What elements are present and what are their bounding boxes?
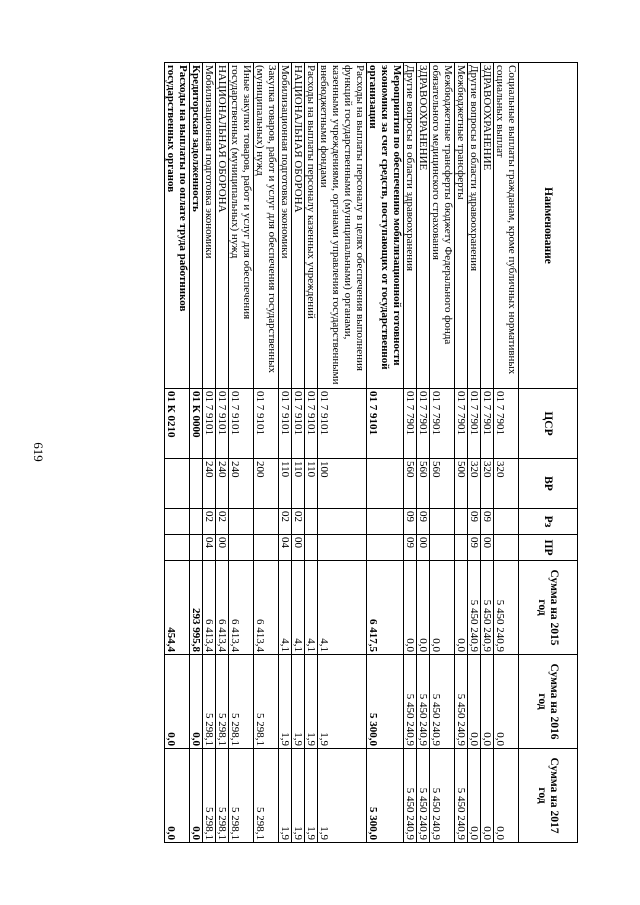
- cell-s2015: 6 413,4: [254, 561, 279, 655]
- cell-vr: 200: [254, 459, 279, 509]
- cell-rz: [190, 509, 203, 535]
- cell-s2017: 0,0: [494, 749, 519, 843]
- cell-s2017: 1,9: [279, 749, 292, 843]
- cell-s2017: 5 300,0: [367, 749, 404, 843]
- cell-s2017: 1,9: [292, 749, 305, 843]
- cell-s2017: 5 298,1: [229, 749, 254, 843]
- table-row: [292, 63, 305, 843]
- cell-s2017: 0,0: [190, 749, 203, 843]
- cell-s2015: 0,0: [417, 561, 430, 655]
- cell-s2015: 454,4: [165, 561, 190, 655]
- cell-name: Другие вопросы в области здравоохранения: [468, 63, 481, 389]
- cell-name: Иные закупки товаров, работ и услуг для обеспечения государственных (муниципальных) нужд: [229, 63, 254, 389]
- table-header-row: [519, 63, 578, 843]
- cell-name: Расходы на выплаты персоналу казенных учреждений: [305, 63, 318, 389]
- cell-s2016: 5 450 240,9: [404, 655, 417, 749]
- cell-name: Межбюджетные трансферты: [455, 63, 468, 389]
- cell-s2015: 6 413,4: [229, 561, 254, 655]
- cell-s2016: 0,0: [481, 655, 494, 749]
- cell-s2016: 5 298,1: [254, 655, 279, 749]
- budget-table: [164, 62, 578, 843]
- cell-name: Расходы на выплаты по оплате труда работников государственных органов: [165, 63, 190, 389]
- cell-s2015: 6 413,4: [203, 561, 216, 655]
- cell-csr: 01 7 7901: [468, 389, 481, 459]
- cell-vr: 110: [292, 459, 305, 509]
- cell-s2016: 5 450 240,9: [455, 655, 468, 749]
- cell-s2015: 4,1: [305, 561, 318, 655]
- cell-vr: 320: [468, 459, 481, 509]
- cell-pr: 00: [216, 535, 229, 561]
- cell-vr: 320: [494, 459, 519, 509]
- cell-s2016: 5 298,1: [229, 655, 254, 749]
- cell-csr: 01 7 7901: [404, 389, 417, 459]
- header-name: Наименование: [519, 63, 578, 389]
- cell-vr: [190, 459, 203, 509]
- cell-s2015: 0,0: [430, 561, 455, 655]
- table-row: [367, 63, 404, 843]
- cell-name: ЗДРАВООХРАНЕНИЕ: [481, 63, 494, 389]
- table-row: [229, 63, 254, 843]
- cell-s2015: 0,0: [455, 561, 468, 655]
- cell-name: Другие вопросы в области здравоохранения: [404, 63, 417, 389]
- cell-s2016: 5 450 240,9: [417, 655, 430, 749]
- cell-rz: [165, 509, 190, 535]
- table-row: [404, 63, 417, 843]
- cell-csr: 01 7 7901: [430, 389, 455, 459]
- cell-pr: [455, 535, 468, 561]
- cell-name: Кредиторская задолженность: [190, 63, 203, 389]
- cell-rz: 09: [404, 509, 417, 535]
- cell-s2016: 1,9: [279, 655, 292, 749]
- cell-name: Мобилизационная подготовка экономики: [203, 63, 216, 389]
- cell-vr: 240: [229, 459, 254, 509]
- table-row: [318, 63, 367, 843]
- table-row: [165, 63, 190, 843]
- cell-pr: [229, 535, 254, 561]
- cell-s2017: 0,0: [481, 749, 494, 843]
- cell-name: НАЦИОНАЛЬНАЯ ОБОРОНА: [216, 63, 229, 389]
- cell-name: Расходы на выплаты персоналу в целях обеспечения выполнения функций государственными (муниципальными) органами, казенными учреждениями, органами управления государственными внебюджетными фондами: [318, 63, 367, 389]
- cell-pr: [254, 535, 279, 561]
- header-rz: Рз: [519, 509, 578, 535]
- cell-s2017: 1,9: [318, 749, 367, 843]
- cell-s2015: 4,1: [292, 561, 305, 655]
- table-row: [417, 63, 430, 843]
- cell-name: Закупка товаров, работ и услуг для обеспечения государственных (муниципальных) нужд: [254, 63, 279, 389]
- cell-s2015: 6 413,4: [216, 561, 229, 655]
- cell-csr: 01 7 9101: [216, 389, 229, 459]
- cell-s2015: 0,0: [404, 561, 417, 655]
- page-number: 619: [31, 442, 46, 462]
- cell-s2015: 4,1: [279, 561, 292, 655]
- cell-name: Межбюджетные трансферты бюджету Федерального фонда обязательного медицинского страхования: [430, 63, 455, 389]
- cell-vr: 560: [430, 459, 455, 509]
- cell-rz: 02: [216, 509, 229, 535]
- header-vr: ВР: [519, 459, 578, 509]
- cell-pr: [318, 535, 367, 561]
- cell-s2016: 1,9: [318, 655, 367, 749]
- cell-csr: 01 К 0210: [165, 389, 190, 459]
- cell-s2015: 5 450 240,9: [481, 561, 494, 655]
- table-row: [455, 63, 468, 843]
- table-row: [468, 63, 481, 843]
- cell-rz: [318, 509, 367, 535]
- cell-csr: 01 7 9101: [292, 389, 305, 459]
- table-row: [216, 63, 229, 843]
- cell-name: Мобилизационная подготовка экономики: [279, 63, 292, 389]
- cell-rz: [305, 509, 318, 535]
- cell-rz: [254, 509, 279, 535]
- cell-csr: 01 7 9101: [367, 389, 404, 459]
- table-row: [279, 63, 292, 843]
- cell-csr: 01 7 7901: [417, 389, 430, 459]
- cell-s2017: 5 298,1: [203, 749, 216, 843]
- cell-rz: 09: [417, 509, 430, 535]
- cell-s2016: 5 298,1: [216, 655, 229, 749]
- cell-s2016: 0,0: [190, 655, 203, 749]
- cell-s2016: 0,0: [165, 655, 190, 749]
- cell-rz: [455, 509, 468, 535]
- cell-s2017: 5 298,1: [216, 749, 229, 843]
- cell-s2016: 5 298,1: [203, 655, 216, 749]
- cell-pr: [305, 535, 318, 561]
- cell-rz: 02: [203, 509, 216, 535]
- cell-s2017: 5 450 240,9: [404, 749, 417, 843]
- cell-vr: 100: [318, 459, 367, 509]
- cell-s2017: 1,9: [305, 749, 318, 843]
- cell-csr: 01 7 7901: [455, 389, 468, 459]
- cell-rz: 02: [292, 509, 305, 535]
- cell-name: Мероприятия по обеспечению мобилизационной готовности экономики за счет средств, поступающих от государственной организации: [367, 63, 404, 389]
- cell-vr: 500: [455, 459, 468, 509]
- header-sum-2016: Сумма на 2016 год: [519, 655, 578, 749]
- table-row: [254, 63, 279, 843]
- cell-pr: 00: [292, 535, 305, 561]
- table-row: [203, 63, 216, 843]
- cell-pr: [165, 535, 190, 561]
- cell-pr: 04: [203, 535, 216, 561]
- cell-name: Социальные выплаты гражданам, кроме публичных нормативных социальных выплат: [494, 63, 519, 389]
- cell-s2016: 5 300,0: [367, 655, 404, 749]
- cell-pr: 00: [481, 535, 494, 561]
- cell-s2015: 6 417,5: [367, 561, 404, 655]
- cell-csr: 01 7 9101: [254, 389, 279, 459]
- cell-csr: 01 7 7901: [494, 389, 519, 459]
- cell-csr: 01 7 7901: [481, 389, 494, 459]
- cell-rz: 02: [279, 509, 292, 535]
- header-sum-2015: Сумма на 2015 год: [519, 561, 578, 655]
- cell-s2017: 5 450 240,9: [455, 749, 468, 843]
- cell-s2016: 1,9: [305, 655, 318, 749]
- budget-table-rotated: [81, 62, 578, 842]
- table-row: [190, 63, 203, 843]
- table-row: [305, 63, 318, 843]
- cell-vr: 320: [481, 459, 494, 509]
- table-row: [430, 63, 455, 843]
- cell-s2017: 0,0: [165, 749, 190, 843]
- cell-csr: 01 К 0000: [190, 389, 203, 459]
- cell-pr: 09: [468, 535, 481, 561]
- cell-pr: [367, 535, 404, 561]
- cell-csr: 01 7 9101: [318, 389, 367, 459]
- cell-pr: 04: [279, 535, 292, 561]
- cell-pr: [494, 535, 519, 561]
- table-row: [494, 63, 519, 843]
- cell-csr: 01 7 9101: [203, 389, 216, 459]
- cell-s2015: 5 450 240,9: [468, 561, 481, 655]
- cell-name: НАЦИОНАЛЬНАЯ ОБОРОНА: [292, 63, 305, 389]
- cell-s2017: 5 298,1: [254, 749, 279, 843]
- cell-csr: 01 7 9101: [279, 389, 292, 459]
- cell-vr: 240: [203, 459, 216, 509]
- cell-vr: 560: [417, 459, 430, 509]
- header-csr: ЦСР: [519, 389, 578, 459]
- cell-s2016: 5 450 240,9: [430, 655, 455, 749]
- cell-rz: 09: [481, 509, 494, 535]
- cell-s2016: 1,9: [292, 655, 305, 749]
- cell-rz: [229, 509, 254, 535]
- cell-rz: 09: [468, 509, 481, 535]
- cell-vr: 110: [305, 459, 318, 509]
- cell-vr: [367, 459, 404, 509]
- cell-pr: [190, 535, 203, 561]
- header-pr: ПР: [519, 535, 578, 561]
- cell-pr: 09: [404, 535, 417, 561]
- cell-vr: 110: [279, 459, 292, 509]
- cell-vr: [165, 459, 190, 509]
- header-sum-2017: Сумма на 2017 год: [519, 749, 578, 843]
- cell-s2017: 5 450 240,9: [430, 749, 455, 843]
- cell-csr: 01 7 9101: [305, 389, 318, 459]
- cell-vr: 560: [404, 459, 417, 509]
- cell-csr: 01 7 9101: [229, 389, 254, 459]
- cell-rz: [494, 509, 519, 535]
- cell-s2016: 0,0: [494, 655, 519, 749]
- cell-vr: 240: [216, 459, 229, 509]
- cell-s2017: 5 450 240,9: [417, 749, 430, 843]
- cell-rz: [430, 509, 455, 535]
- cell-pr: 00: [417, 535, 430, 561]
- cell-pr: [430, 535, 455, 561]
- cell-s2015: 4,1: [318, 561, 367, 655]
- cell-name: ЗДРАВООХРАНЕНИЕ: [417, 63, 430, 389]
- cell-rz: [367, 509, 404, 535]
- table-row: [481, 63, 494, 843]
- cell-s2017: 0,0: [468, 749, 481, 843]
- cell-s2016: 0,0: [468, 655, 481, 749]
- cell-s2015: 5 450 240,9: [494, 561, 519, 655]
- cell-s2015: 293 995,8: [190, 561, 203, 655]
